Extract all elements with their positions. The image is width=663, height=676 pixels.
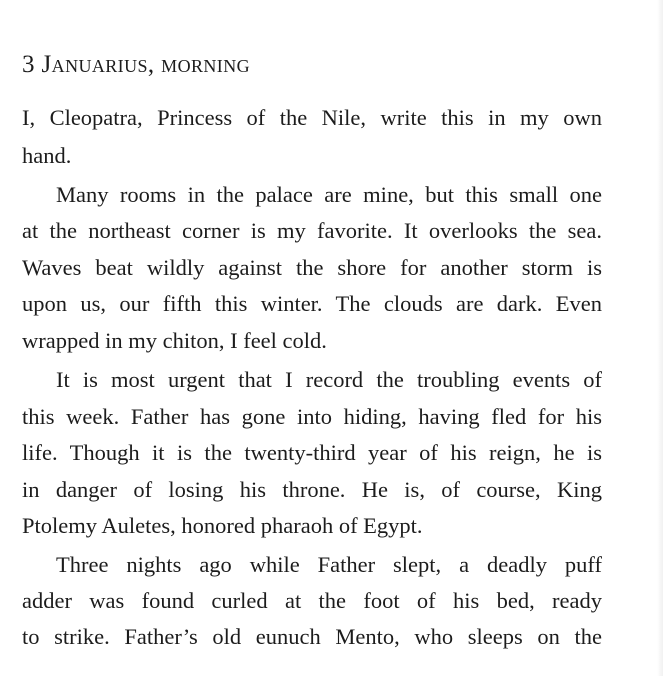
text-line-7: wrapped in my chiton, I feel cold. xyxy=(22,328,327,353)
page-edge-shadow xyxy=(657,0,663,676)
text-line-6: upon us, our fifth this winter. The clouds are dark. Even xyxy=(22,291,602,316)
text-line-1: I, Cleopatra, Princess of the Nile, write this in my own xyxy=(22,105,602,130)
diary-entry-heading: 3 Januarius, morning xyxy=(22,51,250,78)
text-line-10: life. Though it is the twenty-third year of his reign, he is xyxy=(22,440,602,465)
text-line-8: It is most urgent that I record the troubling events of xyxy=(56,367,602,392)
text-line-5: Waves beat wildly against the shore for another storm is xyxy=(22,255,602,280)
text-line-2: hand. xyxy=(22,143,72,168)
text-line-3: Many rooms in the palace are mine, but this small one xyxy=(56,182,602,207)
text-line-4: at the northeast corner is my favorite. It overlooks the sea. xyxy=(22,218,602,243)
text-line-12: Ptolemy Auletes, honored pharaoh of Egypt. xyxy=(22,513,423,538)
text-line-11: in danger of losing his throne. He is, of course, King xyxy=(22,477,602,502)
text-line-13: Three nights ago while Father slept, a deadly puff xyxy=(56,552,602,577)
text-line-9: this week. Father has gone into hiding, having fled for his xyxy=(22,404,602,429)
text-line-14: adder was found curled at the foot of his bed, ready xyxy=(22,588,602,613)
text-line-15: to strike. Father’s old eunuch Mento, who sleeps on the xyxy=(22,624,602,649)
